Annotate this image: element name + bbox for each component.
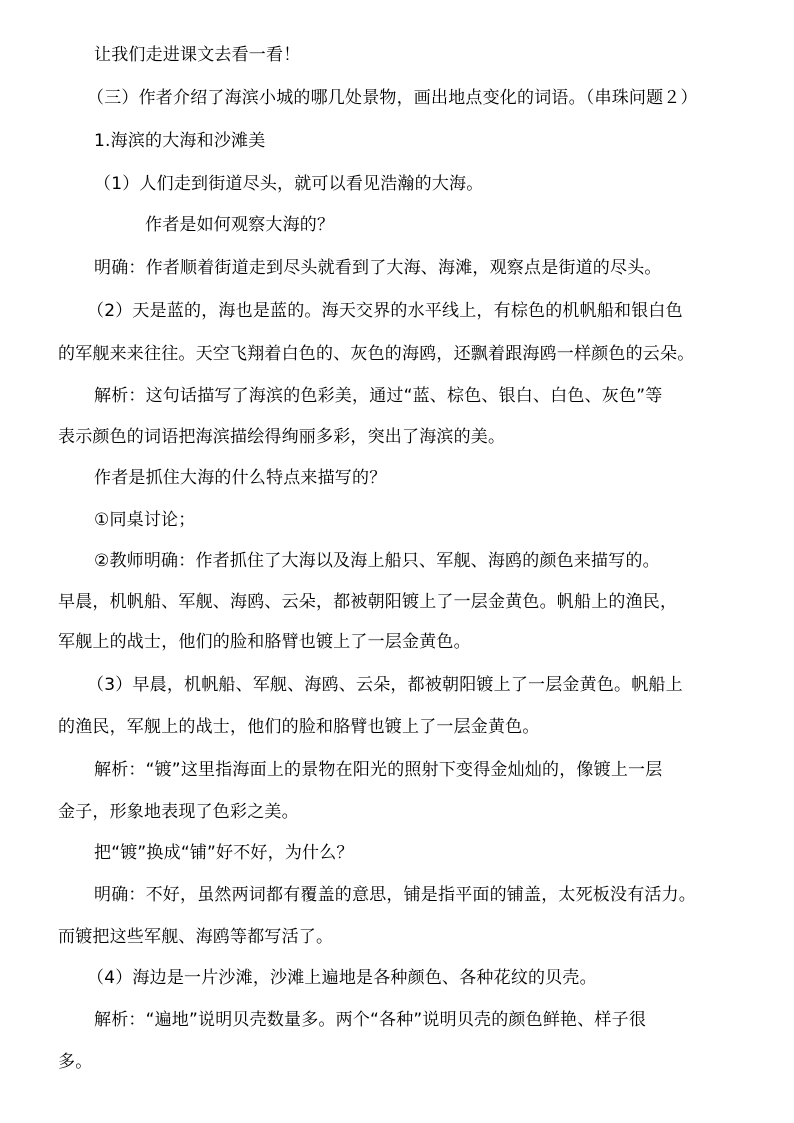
text-line-item-4: （4）海边是一片沙滩，沙滩上遍地是各种颜色、各种花纹的贝壳。 xyxy=(87,968,597,988)
text-line-item-1: （1）人们走到街道尽头，就可以看见浩瀚的大海。 xyxy=(94,174,484,194)
text-line-question-3: （三）作者介绍了海滨小城的哪几处景物，画出地点变化的词语。（串珠问题２） xyxy=(87,88,698,108)
text-line-answer-2: 明确：不好，虽然两词都有覆盖的意思，铺是指平面的铺盖，太死板没有活力。 xyxy=(94,885,696,905)
text-line-analysis-3: 解析：“遍地”说明贝壳数量多。两个“各种”说明贝壳的颜色鲜艳、样子很 xyxy=(94,1010,647,1030)
text-line-item-2: （2）天是蓝的，海也是蓝的。海天交界的水平线上，有棕色的机帆船和银白色 xyxy=(87,301,683,321)
text-line-step-2-cont: 早晨，机帆船、军舰、海鸥、云朵，都被朝阳镀上了一层金黄色。帆船上的渔民， xyxy=(58,592,678,612)
text-line-step-2-cont2: 军舰上的战士，他们的脸和胳臂也镀上了一层金黄色。 xyxy=(58,632,471,652)
text-line-answer: 明确：作者顺着街道走到尽头就看到了大海、海滩，观察点是街道的尽头。 xyxy=(94,258,662,278)
text-line-item-3: （3）早晨，机帆船、军舰、海鸥、云朵，都被朝阳镀上了一层金黄色。帆船上 xyxy=(87,675,683,695)
text-line-question: 作者是如何观察大海的？ xyxy=(145,215,335,235)
text-line-step-1: ①同桌讨论； xyxy=(94,510,196,530)
section-heading-1: 1.海滨的大海和沙滩美 xyxy=(94,131,266,151)
text-line-item-2-cont: 的军舰来来往往。天空飞翔着白色的、灰色的海鸥，还飘着跟海鸥一样颜色的云朵。 xyxy=(58,344,695,364)
text-line-analysis-2: 解析：“镀”这里指海面上的景物在阳光的照射下变得金灿灿的，像镀上一层 xyxy=(94,760,663,780)
text-line-intro: 让我们走进课文去看一看！ xyxy=(94,45,301,65)
text-line-item-3-cont: 的渔民，军舰上的战士，他们的脸和胳臂也镀上了一层金黄色。 xyxy=(58,717,540,737)
text-line-analysis-1: 解析：这句话描写了海滨的色彩美，通过“蓝、棕色、银白、白色、灰色”等 xyxy=(94,386,663,406)
text-line-step-2: ②教师明确：作者抓住了大海以及海上船只、军舰、海鸥的颜色来描写的。 xyxy=(94,551,660,571)
text-line-answer-2-cont: 而镀把这些军舰、海鸥等都写活了。 xyxy=(58,927,334,947)
text-line-question-2: 作者是抓住大海的什么特点来描写的？ xyxy=(94,468,387,488)
text-line-analysis-1-cont: 表示颜色的词语把海滨描绘得绚丽多彩，突出了海滨的美。 xyxy=(58,427,506,447)
text-line-analysis-2-cont: 金子，形象地表现了色彩之美。 xyxy=(58,802,299,822)
text-line-analysis-3-cont: 多。 xyxy=(58,1052,93,1072)
text-line-question-3b: 把“镀”换成“铺”好不好，为什么？ xyxy=(94,843,354,863)
